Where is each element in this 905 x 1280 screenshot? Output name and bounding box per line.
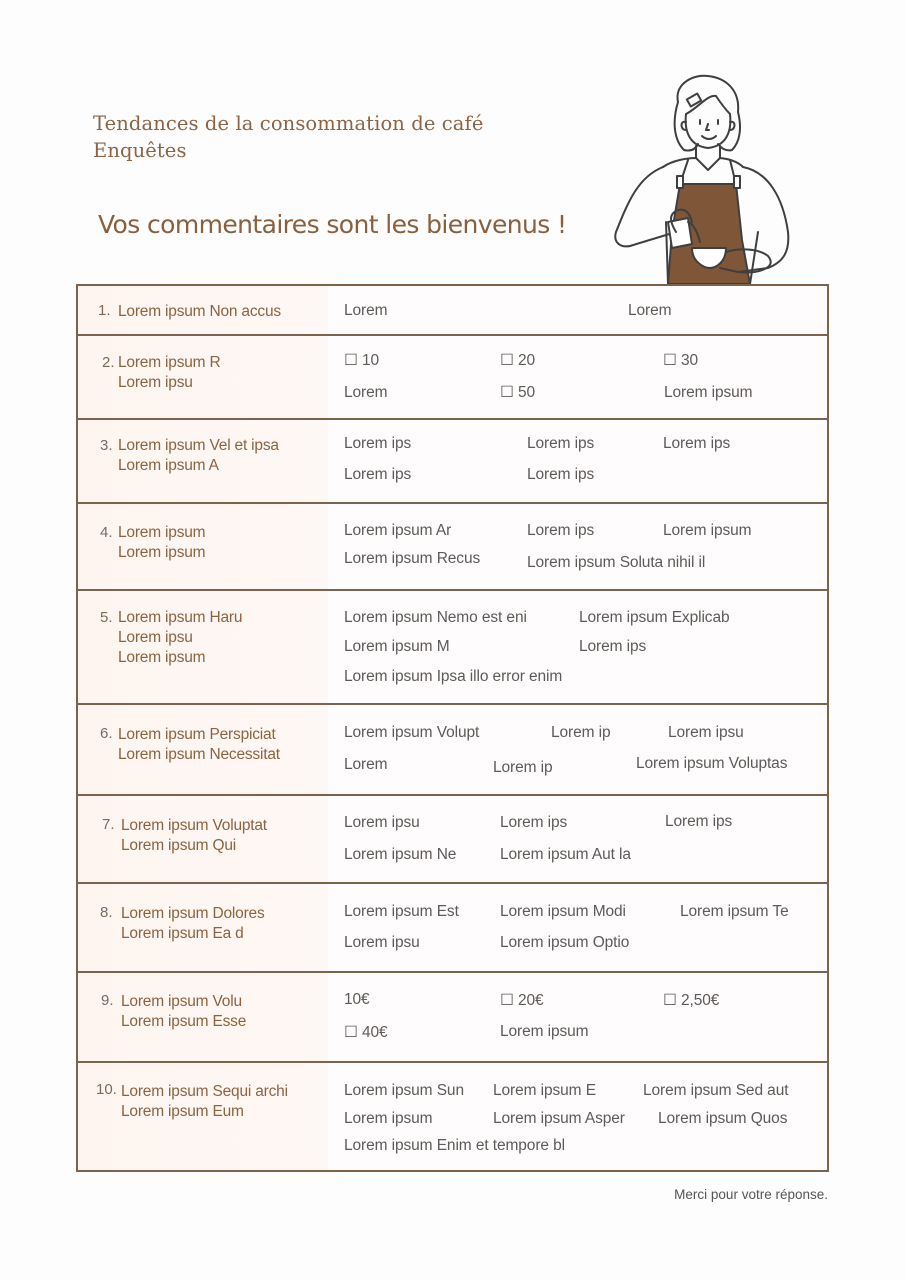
question-number: 1. [98, 302, 111, 319]
question-number: 10. [96, 1081, 117, 1098]
question-number: 9. [101, 992, 114, 1009]
answer-option[interactable]: Lorem ips [579, 638, 647, 655]
answer-option[interactable]: Lorem ipsum Explicab [579, 609, 730, 626]
question-number: 8. [100, 904, 113, 921]
answer-option[interactable]: Lorem ip [551, 724, 611, 741]
title-line-2: Enquêtes [93, 139, 187, 162]
question-row-5 [78, 589, 827, 703]
answer-option[interactable]: Lorem [344, 756, 388, 773]
answer-option[interactable]: Lorem ips [527, 435, 595, 452]
question-text: Lorem ipsum Eum [121, 1103, 244, 1120]
answer-option[interactable]: Lorem ipsum Sed aut [643, 1082, 789, 1099]
answer-option[interactable]: Lorem ipsu [344, 814, 420, 831]
checkbox-option[interactable]: ☐ 50 [500, 384, 536, 401]
answer-option[interactable]: Lorem ipsum Volupt [344, 724, 480, 741]
checkbox-option[interactable]: ☐ 20€ [500, 992, 544, 1009]
question-number: 3. [100, 437, 113, 454]
question-number: 2. [102, 354, 115, 371]
answer-option[interactable]: Lorem ipsum M [344, 638, 450, 655]
question-row-2 [78, 334, 827, 418]
answer-option[interactable]: Lorem [344, 384, 388, 401]
checkbox-option[interactable]: ☐ 40€ [344, 1024, 388, 1041]
question-row-8 [78, 882, 827, 971]
question-row-4 [78, 502, 827, 589]
answer-option[interactable]: Lorem ipsum Ar [344, 522, 452, 539]
answer-option[interactable]: Lorem ipsum Recus [344, 550, 481, 567]
question-text: Lorem ipsum Voluptat [121, 817, 267, 834]
answer-option[interactable]: Lorem ips [500, 814, 568, 831]
answer-option[interactable]: Lorem ip [493, 759, 553, 776]
page-title [93, 110, 483, 164]
question-text: Lorem ipsu [118, 374, 193, 391]
question-text: Lorem ipsum Vel et ipsa [118, 437, 279, 454]
question-text: Lorem ipsum A [118, 457, 219, 474]
answer-option[interactable]: Lorem ipsum Nemo est eni [344, 609, 527, 626]
answer-option[interactable]: Lorem ips [663, 435, 731, 452]
title-line-1: Tendances de la consommation de café [93, 112, 484, 135]
question-text: Lorem ipsum Dolores [121, 905, 265, 922]
question-number: 6. [100, 725, 113, 742]
question-text: Lorem ipsu [118, 629, 193, 646]
thank-you-note: Merci pour votre réponse. [674, 1187, 828, 1202]
question-row-9 [78, 971, 827, 1061]
answer-option[interactable]: Lorem ipsum Soluta nihil il [527, 554, 706, 571]
answer-option[interactable]: Lorem ipsum E [493, 1082, 596, 1099]
question-row-10 [78, 1061, 827, 1170]
answer-option[interactable]: Lorem ipsum Optio [500, 934, 630, 951]
answer-option[interactable]: 10€ [344, 991, 370, 1008]
checkbox-option[interactable]: ☐ 2,50€ [663, 992, 720, 1009]
question-text: Lorem ipsum Necessitat [118, 746, 280, 763]
question-text: Lorem ipsum Haru [118, 609, 243, 626]
barista-illustration-icon [608, 72, 798, 286]
feedback-heading: Vos commentaires sont les bienvenus ! [98, 210, 567, 239]
answer-option[interactable]: Lorem ipsu [668, 724, 744, 741]
answer-option[interactable]: Lorem ips [344, 435, 412, 452]
answer-option[interactable]: Lorem ipsum Voluptas [636, 755, 788, 772]
question-row-3 [78, 418, 827, 502]
question-row-7 [78, 794, 827, 882]
question-text: Lorem ipsum Esse [121, 1013, 247, 1030]
question-row-1 [78, 286, 827, 334]
survey-table [76, 284, 829, 1172]
question-text: Lorem ipsum Volu [121, 993, 242, 1010]
question-text: Lorem ipsum Ea d [121, 925, 244, 942]
answer-option[interactable]: Lorem ipsum Sun [344, 1082, 464, 1099]
question-text: Lorem ipsum Qui [121, 837, 237, 854]
answer-option[interactable]: Lorem ipsum Te [680, 903, 789, 920]
question-text: Lorem ipsum Sequi archi [121, 1083, 288, 1100]
checkbox-option[interactable]: ☐ 20 [500, 352, 536, 369]
checkbox-option[interactable]: ☐ 30 [663, 352, 699, 369]
question-row-6 [78, 703, 827, 794]
question-text: Lorem ipsum [118, 524, 206, 541]
answer-option[interactable]: Lorem ipsum [663, 522, 752, 539]
answer-option[interactable]: Lorem ipsum Ne [344, 846, 457, 863]
question-text: Lorem ipsum R [118, 354, 221, 371]
answer-option[interactable]: Lorem ipsum Ipsa illo error enim [344, 668, 563, 685]
question-text: Lorem ipsum [118, 649, 206, 666]
answer-option[interactable]: Lorem ipsum [500, 1023, 589, 1040]
answer-option[interactable]: Lorem ipsum [664, 384, 753, 401]
answer-option[interactable]: Lorem ipsu [344, 934, 420, 951]
question-number: 4. [100, 524, 113, 541]
answer-option[interactable]: Lorem ipsum Asper [493, 1110, 625, 1127]
question-number: 7. [102, 816, 115, 833]
answer-option[interactable]: Lorem ipsum Est [344, 903, 459, 920]
question-text: Lorem ipsum Non accus [118, 303, 281, 320]
answer-option[interactable]: Lorem ips [527, 522, 595, 539]
question-text: Lorem ipsum Perspiciat [118, 726, 276, 743]
question-number: 5. [100, 609, 113, 626]
answer-option[interactable]: Lorem ipsum Aut la [500, 846, 631, 863]
answer-option[interactable]: Lorem [344, 302, 388, 319]
answer-option[interactable]: Lorem ips [665, 813, 733, 830]
answer-option[interactable]: Lorem ipsum [344, 1110, 433, 1127]
question-text: Lorem ipsum [118, 544, 206, 561]
answer-option[interactable]: Lorem ipsum Modi [500, 903, 626, 920]
answer-option[interactable]: Lorem [628, 302, 672, 319]
answer-option[interactable]: Lorem ips [344, 466, 412, 483]
checkbox-option[interactable]: ☐ 10 [344, 352, 380, 369]
answer-option[interactable]: Lorem ipsum Quos [658, 1110, 788, 1127]
answer-option[interactable]: Lorem ipsum Enim et tempore bl [344, 1137, 565, 1154]
answer-option[interactable]: Lorem ips [527, 466, 595, 483]
